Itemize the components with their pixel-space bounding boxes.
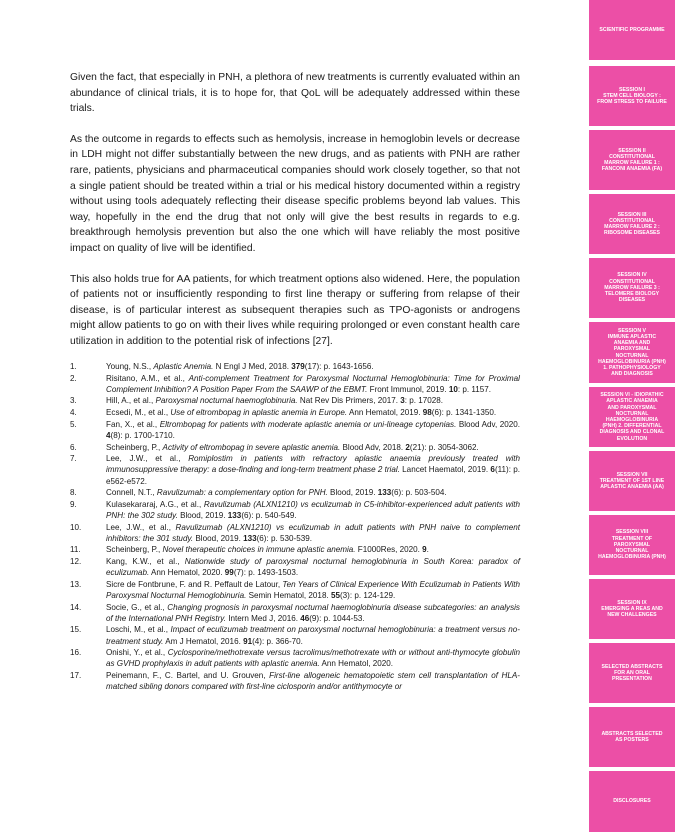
reference-authors: Ecsedi, M., et al.,	[106, 408, 171, 418]
reference-text	[106, 395, 520, 406]
sidebar-nav-line: HAEMOGLOBINURIA (PNH)	[598, 358, 666, 365]
reference-number: 2.	[70, 373, 77, 383]
reference-source: N Engl J Med, 2018.	[213, 362, 292, 371]
sidebar-nav-item[interactable]	[589, 707, 675, 767]
reference-item	[70, 419, 520, 441]
reference-text	[106, 579, 520, 601]
main-text	[70, 70, 520, 365]
reference-number: 8.	[70, 488, 77, 498]
sidebar-nav-label	[601, 600, 662, 619]
reference-number: 14.	[70, 602, 82, 612]
reference-pages: (8): p. 1700-1710.	[110, 430, 175, 440]
sidebar-nav-line: SESSION V	[618, 327, 646, 334]
sidebar-nav-line: NOCTURNAL	[615, 410, 649, 417]
reference-source: Blood, 2019.	[193, 533, 244, 543]
reference-number: 10.	[70, 522, 82, 532]
reference-source: Am J Hematol, 2016.	[163, 636, 244, 646]
sidebar-nav-line: FANCONI ANAEMIA (FA)	[601, 166, 663, 173]
reference-text	[106, 361, 520, 372]
reference-authors: Connell, N.T.,	[106, 488, 157, 498]
reference-pages: (6): p. 540-549.	[241, 510, 297, 520]
reference-text	[106, 419, 520, 441]
reference-pages: (17): p. 1643-1656.	[304, 362, 374, 371]
sidebar-nav-line: FROM STRESS TO FAILURE	[597, 99, 667, 106]
sidebar-nav-item[interactable]	[589, 387, 675, 447]
reference-title: Anti-complement Treatment for Paroxysmal Nocturnal Hemoglobinuria: Time for Proximal Complement Inhibition? A Position Paper From the SAAWP of the EBMT.	[106, 373, 520, 394]
reference-pages: : p. 1157.	[457, 384, 491, 394]
reference-volume: 91	[243, 636, 253, 646]
reference-pages: (4): p. 366-70.	[252, 636, 303, 646]
sidebar-nav-item[interactable]	[589, 66, 675, 126]
sidebar-nav-line: SESSION II	[618, 147, 646, 154]
reference-title: Nationwide study of paroxysmal nocturnal hemoglobinuria in South Korea: paradox of eculizumab.	[106, 557, 520, 578]
sidebar-nav-line: FOR AN ORAL	[614, 669, 650, 676]
reference-authors: Loschi, M., et al.,	[106, 625, 171, 635]
reference-authors: Kulasekararaj, A.G., et al.,	[106, 499, 204, 509]
reference-source: Blood, 2019.	[177, 510, 228, 520]
reference-volume: 3	[400, 396, 405, 406]
reference-item	[70, 522, 520, 544]
sidebar-nav-line: TREATMENT OF	[611, 535, 653, 542]
sidebar-nav-line: NOCTURNAL	[615, 548, 649, 555]
reference-item	[70, 373, 520, 395]
sidebar-nav-label	[604, 212, 660, 237]
reference-text	[106, 407, 520, 418]
reference-source: Ann Hematol, 2020.	[319, 659, 394, 669]
reference-item	[70, 647, 520, 669]
sidebar-nav-line: IMMUNE APLASTIC	[607, 333, 657, 340]
reference-number: 6.	[70, 442, 77, 452]
reference-source: F1000Res, 2020.	[355, 545, 423, 555]
sidebar-nav-line: HAEMOGLOBINURIA	[605, 417, 659, 423]
reference-pages: (6): p. 503-504.	[391, 488, 447, 498]
sidebar-nav-line: ANAEMIA AND	[613, 340, 651, 347]
reference-title: Eltrombopag for patients with moderate aplastic anemia or uni-lineage cytopenias.	[159, 419, 457, 429]
sidebar-nav-line: SESSION VII	[616, 471, 648, 478]
sidebar-nav-label	[598, 328, 666, 378]
reference-volume: 133	[227, 510, 242, 520]
reference-item	[70, 361, 520, 372]
reference-item	[70, 624, 520, 646]
sidebar-nav-line: APLASTIC ANAEMIA (AA)	[600, 484, 664, 491]
sidebar-nav-line: AS POSTERS	[615, 737, 649, 743]
reference-volume: 133	[377, 488, 392, 498]
reference-item	[70, 579, 520, 601]
reference-title: Ravulizumab (ALXN1210) vs eculizumab in C5-inhibitor-experienced adult patients with PNH: the 302 study.	[106, 499, 520, 520]
sidebar-nav-label	[600, 472, 664, 491]
reference-title: Cyclosporine/methotrexate versus tacrolimus/methotrexate with or without anti-thymocyte globulin as GVHD prophylaxis in adult patients with aplastic anemia.	[106, 648, 521, 669]
reference-item	[70, 453, 520, 486]
sidebar-nav-label	[598, 529, 666, 560]
sidebar-nav-line: HAEMOGLOBINURIA (PNH)	[598, 554, 666, 561]
reference-title: Ravulizumab: a complementary option for PNH.	[156, 488, 328, 498]
reference-title: Aplastic Anemia.	[153, 362, 214, 371]
reference-authors: Socie, G., et al.,	[106, 602, 168, 612]
reference-title: Use of eltrombopag in aplastic anemia in Europe.	[170, 408, 348, 418]
reference-pages: (6): p. 530-539.	[256, 533, 312, 543]
sidebar-nav-line: RIBOSOME DISEASES	[604, 230, 660, 237]
reference-volume: 46	[300, 613, 310, 623]
reference-pages: (21): p. 3054-3062.	[409, 442, 479, 452]
reference-text	[106, 670, 520, 692]
sidebar-nav-line: MARROW FAILURE 1 :	[604, 160, 660, 166]
sidebar-nav-label	[602, 664, 663, 683]
reference-text	[106, 373, 520, 395]
sidebar-nav-item[interactable]	[589, 258, 675, 318]
reference-number: 15.	[70, 625, 82, 635]
reference-authors: Kang, K.W., et al.,	[106, 557, 185, 567]
sidebar-nav-label	[601, 731, 662, 743]
sidebar-nav-line: SESSION IX	[617, 599, 647, 606]
reference-number: 9.	[70, 499, 77, 509]
reference-text	[106, 624, 520, 646]
sidebar-nav-line: CONSTITUTIONAL	[609, 278, 655, 285]
reference-source: Blood Adv, 2018.	[340, 442, 406, 452]
sidebar-nav-line: PRESENTATION	[612, 676, 652, 683]
sidebar-nav-line: TELOMERE BIOLOGY	[604, 291, 660, 298]
reference-number: 13.	[70, 579, 82, 589]
reference-item	[70, 407, 520, 418]
reference-title: Impact of eculizumab treatment on paroxysmal nocturnal hemoglobinuria: a treatment versus no-treatment study.	[106, 625, 520, 646]
reference-title: First-line allogeneic hematopoietic stem cell transplantation of HLA-matched sibling donors compared with first-line ciclosporin and/or antithymocyte or	[106, 671, 520, 692]
reference-volume: 4	[106, 430, 111, 440]
reference-volume: 55	[330, 591, 340, 600]
reference-title: Activity of eltrombopag in severe aplastic anemia.	[162, 442, 341, 452]
sidebar-nav-label	[599, 27, 664, 33]
reference-pages: (6): p. 1341-1350.	[431, 408, 497, 418]
sidebar-nav-line: AND DIAGNOSIS	[611, 371, 653, 378]
sidebar-nav-line: CONSTITUTIONAL	[609, 217, 655, 224]
reference-source: Lancet Haematol, 2019.	[399, 465, 491, 475]
reference-text	[106, 453, 520, 486]
reference-number: 1.	[70, 362, 77, 371]
sidebar-nav-line: PAROXYSMAL	[613, 541, 651, 548]
reference-text	[106, 544, 520, 555]
reference-text	[106, 522, 520, 544]
reference-number: 16.	[70, 648, 82, 658]
sidebar-nav-line: DIAGNOSIS AND CLONAL	[599, 429, 665, 436]
reference-source: Nat Rev Dis Primers, 2017.	[297, 396, 401, 406]
reference-title: Paroxysmal nocturnal haemoglobinuria.	[155, 396, 298, 406]
reference-authors: Lee, J.W., et al.,	[106, 522, 176, 532]
sidebar-nav-item[interactable]	[589, 643, 675, 703]
reference-authors: Sicre de Fontbrune, F. and R. Peffault de Latour,	[106, 579, 283, 589]
reference-volume: 98	[422, 408, 432, 418]
sidebar-nav-item[interactable]	[589, 579, 675, 639]
reference-authors: Onishi, Y., et al.,	[106, 648, 168, 658]
reference-text	[106, 602, 520, 624]
reference-pages: (7): p. 1493-1503.	[233, 568, 299, 578]
reference-text	[106, 647, 520, 669]
sidebar-nav-line: TREATMENT OF 1ST LINE	[599, 477, 665, 484]
sidebar-nav-line: ABSTRACTS SELECTED	[601, 730, 663, 737]
sidebar-nav-item[interactable]	[589, 0, 675, 60]
reference-volume: 99	[224, 568, 234, 578]
paragraph: Given the fact, that especially in PNH, a plethora of new treatments is currently evaluated within an abundance of clinical trials, it is to hope for, that QoL will be adequately addressed within these trials.	[70, 72, 520, 115]
sidebar-nav-item[interactable]	[589, 515, 675, 575]
sidebar-navigation	[588, 0, 676, 832]
reference-pages: : p. 17028.	[404, 396, 443, 406]
reference-volume: 379	[291, 362, 305, 371]
sidebar-nav-label	[597, 87, 667, 106]
sidebar-nav-line: DISCLOSURES	[613, 798, 651, 805]
sidebar-nav-line: MARROW FAILURE 3 :	[604, 284, 660, 291]
reference-item	[70, 499, 520, 521]
reference-authors: Risitano, A.M., et al.,	[106, 373, 189, 383]
sidebar-nav-line: APLASTIC ANAEMIA	[606, 398, 658, 405]
reference-authors: Scheinberg, P.,	[106, 545, 163, 555]
reference-text	[106, 442, 520, 453]
reference-authors: Scheinberg, P.,	[106, 442, 163, 452]
reference-authors: Peinemann, F., C. Bartel, and U. Grouven,	[106, 671, 270, 681]
sidebar-nav-line: SESSION III	[617, 211, 647, 218]
reference-item	[70, 544, 520, 555]
sidebar-nav-line: SCIENTIFIC PROGRAMME	[599, 26, 665, 33]
sidebar-nav-label	[600, 392, 665, 442]
sidebar-nav-item[interactable]	[589, 194, 675, 254]
reference-item	[70, 395, 520, 406]
reference-item	[70, 556, 520, 578]
reference-pages: (11): p. e562-e572.	[106, 465, 520, 486]
sidebar-nav-line: 1. PATHOPHYSIOLOGY	[603, 364, 661, 371]
sidebar-nav-line: SELECTED ABSTRACTS	[601, 663, 663, 670]
reference-number: 4.	[70, 408, 77, 418]
reference-text	[106, 499, 520, 521]
sidebar-nav-line: SESSION VI - IDIOPATHIC	[600, 392, 664, 399]
reference-number: 7.	[70, 454, 77, 464]
reference-item	[70, 442, 520, 453]
reference-authors: Young, N.S.,	[106, 362, 154, 371]
reference-list	[70, 361, 520, 693]
reference-volume: 10	[448, 384, 458, 394]
sidebar-nav-item[interactable]	[589, 451, 675, 511]
reference-item	[70, 670, 520, 692]
reference-pages: (3): p. 124-129.	[339, 591, 396, 600]
sidebar-nav-line: DISEASES	[618, 297, 646, 304]
sidebar-nav-line: SESSION VIII	[615, 529, 649, 536]
sidebar-nav-label	[604, 272, 660, 303]
sidebar-nav-line: SESSION I	[619, 86, 645, 93]
reference-source: Front Immunol, 2019.	[367, 384, 449, 394]
reference-number: 3.	[70, 396, 77, 406]
sidebar-nav-label	[602, 148, 662, 173]
reference-text	[106, 556, 520, 578]
sidebar-nav-line: EVOLUTION	[616, 435, 648, 442]
sidebar-nav-line: CONSTITUTIONAL	[609, 153, 655, 160]
reference-source: Blood, 2019.	[327, 488, 378, 498]
sidebar-nav-line: EMERGING A REAS AND	[601, 605, 663, 612]
reference-source: Ann Hematol, 2019.	[347, 408, 423, 418]
reference-authors: Lee, J.W., et al.,	[106, 454, 189, 464]
reference-title: Changing prognosis in paroxysmal nocturnal haemoglobinuria disease subcategories: an analysis of the International PNH Registry.	[106, 602, 520, 623]
sidebar-nav-line: SESSION IV	[617, 272, 647, 279]
reference-pages: .	[426, 545, 429, 555]
sidebar-nav-line: STEM CELL BIOLOGY :	[603, 92, 661, 99]
reference-item	[70, 487, 520, 498]
reference-volume: 2	[405, 442, 410, 452]
reference-source: Intern Med J, 2016.	[225, 613, 301, 623]
sidebar-nav-item[interactable]	[589, 322, 675, 383]
reference-number: 5.	[70, 419, 77, 429]
reference-source: Semin Hematol, 2018.	[246, 591, 331, 600]
reference-volume: 133	[243, 533, 257, 543]
reference-pages: (9): p. 1044-53.	[309, 613, 365, 623]
sidebar-nav-label	[613, 798, 650, 804]
sidebar-nav-line: MARROW FAILURE 2 :	[604, 224, 660, 230]
reference-title: Romiplostim in patients with refractory aplastic anaemia previously treated with immunosuppressive therapy: a dose-finding and long-term treatment phase 2 trial.	[106, 454, 521, 475]
reference-volume: 6	[490, 465, 495, 475]
sidebar-nav-line: NOCTURNAL	[615, 352, 649, 359]
reference-number: 12.	[70, 557, 82, 567]
reference-authors: Hill, A., et al.,	[106, 396, 156, 406]
sidebar-nav-item[interactable]	[589, 130, 675, 190]
paragraph: As the outcome in regards to effects such as hemolysis, increase in hemoglobin levels or decrease in LDH might not differ substantially between the new drugs, and as patients with PNH are rather rare, patients, physicians and pharmaceutical companies should work closely together, so that not a single patient should be treated within a trial or his medical history documented within a registry without using tools adequately reflecting their disease specific problems beyond lab values. This way, hopefully in the end the drug that not only will give the best results in regards to e.g. breakthrough hemolysis prevention but also the one which will have reliably the most positive impact on quality of live will be identified.	[70, 133, 520, 254]
reference-authors: Fan, X., et al.,	[106, 419, 160, 429]
reference-title: Novel therapeutic choices in immune aplastic anemia.	[162, 545, 356, 555]
reference-number: 11.	[70, 545, 81, 555]
sidebar-nav-line: AND PAROXYSMAL	[607, 404, 657, 411]
reference-title: Ten Years of Clinical Experience With Eculizumab in Patients With Paroxysmal Nocturnal Hemoglobinuria.	[106, 579, 520, 600]
paragraph: This also holds true for AA patients, for which treatment options also widened. Here, the population of patients not or insufficiently responding to first line therapy or suffering from relapse of their disease, is of particular interest as subsequent therapies such as TPO-agonists or androgens might allow patients to go on with their lives while requiring prolonged or even constant health care utilization in addition to the potential risk of infections [27].	[70, 273, 520, 347]
reference-item	[70, 602, 520, 624]
reference-text	[106, 487, 520, 498]
reference-source: Blood Adv, 2020.	[456, 419, 520, 429]
reference-number: 17.	[70, 671, 82, 681]
reference-volume: 9	[422, 545, 427, 555]
sidebar-nav-line: NEW CHALLENGES	[607, 612, 657, 619]
sidebar-nav-item[interactable]	[589, 771, 675, 832]
reference-source: Ann Hematol, 2020.	[149, 568, 225, 578]
reference-title: Ravulizumab (ALXN1210) vs eculizumab in adult patients with PNH naive to complement inhibitors: the 301 study.	[106, 522, 520, 543]
sidebar-nav-line: (PNH) 2. DIFFERENTIAL	[602, 423, 662, 430]
sidebar-nav-line: PAROXYSMAL	[613, 346, 651, 353]
